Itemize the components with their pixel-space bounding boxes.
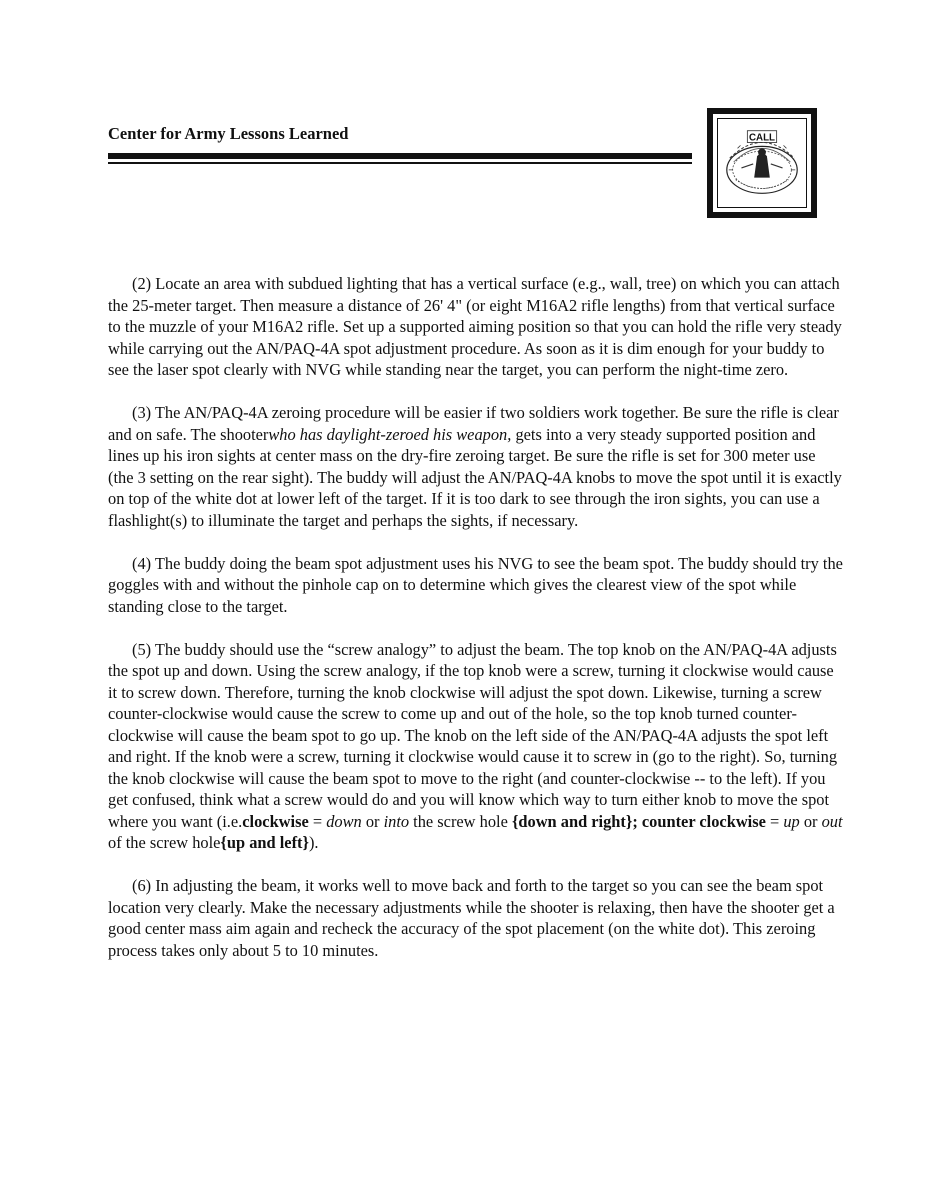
call-logo-emblem-icon: [718, 119, 806, 207]
document-body: [108, 273, 843, 983]
paragraph-6: (6) In adjusting the beam, it works well to move back and forth to the target so you can see the beam spot location very clearly. Make the necessary adjustments while the shooter is relaxing, then have the shooter get a good center mass aim again and recheck the accuracy of the spot placement (on the white dot). This zeroing process takes only about 5 to 10 minutes.: [108, 876, 835, 960]
header-title: Center for Army Lessons Learned: [108, 124, 349, 143]
header-rule: [108, 153, 692, 164]
paragraph-4: (4) The buddy doing the beam spot adjustment uses his NVG to see the beam spot. The buddy should try the goggles with and without the pinhole cap on to determine which gives the clearest view of the spot while standing close to the target.: [108, 553, 843, 616]
svg-text:CALL: CALL: [748, 132, 776, 144]
paragraph-5: (5) The buddy should use the “screw analogy” to adjust the beam. The top knob on the AN/PAQ-4A adjusts the spot up and down. Using the screw analogy, if the top knob were a screw, turning it clockwise would cause it to screw down. Therefore, turning the knob clockwise will adjust the spot down. Likewise, turning a screw counter-clockwise would cause the screw to come up and out of the hole, so the top knob turned counter-clockwise will cause the beam spot to go up. The knob on the left side of the AN/PAQ-4A adjusts the spot left and right. If the knob were a screw, turning it clockwise would cause it to screw in (go to the right). So, turning the knob clockwise will cause the beam spot to move to the right (and counter-clockwise -- to the left). If you get confused, think what a screw would do and you will know which way to turn either knob to move the spot where you want (i.e.clockwise = down or into the screw hole {down and right}; counter clockwise = up or out of the screw hole{up and left}).: [108, 639, 843, 852]
call-logo: [707, 108, 817, 218]
paragraph-3: (3) The AN/PAQ-4A zeroing procedure will be easier if two soldiers work together. Be sure the rifle is clear and on safe. The shooterwho has daylight-zeroed his weapon, gets into a very steady supported position and lines up his iron sights at center mass on the dry-fire zeroing target. Be sure the rifle is set for 300 meter use (the 3 setting on the rear sight). The buddy will adjust the AN/PAQ-4A knobs to move the spot until it is exactly on top of the white dot at lower left of the target. If it is too dark to see through the iron sights, you can use a flashlight(s) to illuminate the target and perhaps the sights, if necessary.: [108, 403, 842, 530]
paragraph-2: (2) Locate an area with subdued lighting that has a vertical surface (e.g., wall, tree) on which you can attach the 25-meter target. Then measure a distance of 26' 4" (or eight M16A2 rifle lengths) from that vertical surface to the muzzle of your M16A2 rifle. Set up a supported aiming position so that you can hold the rifle very steady while carrying out the AN/PAQ-4A spot adjustment procedure. As soon as it is dim enough for your buddy to see the laser spot clearly with NVG while standing near the target, you can perform the night-time zero.: [108, 274, 842, 379]
